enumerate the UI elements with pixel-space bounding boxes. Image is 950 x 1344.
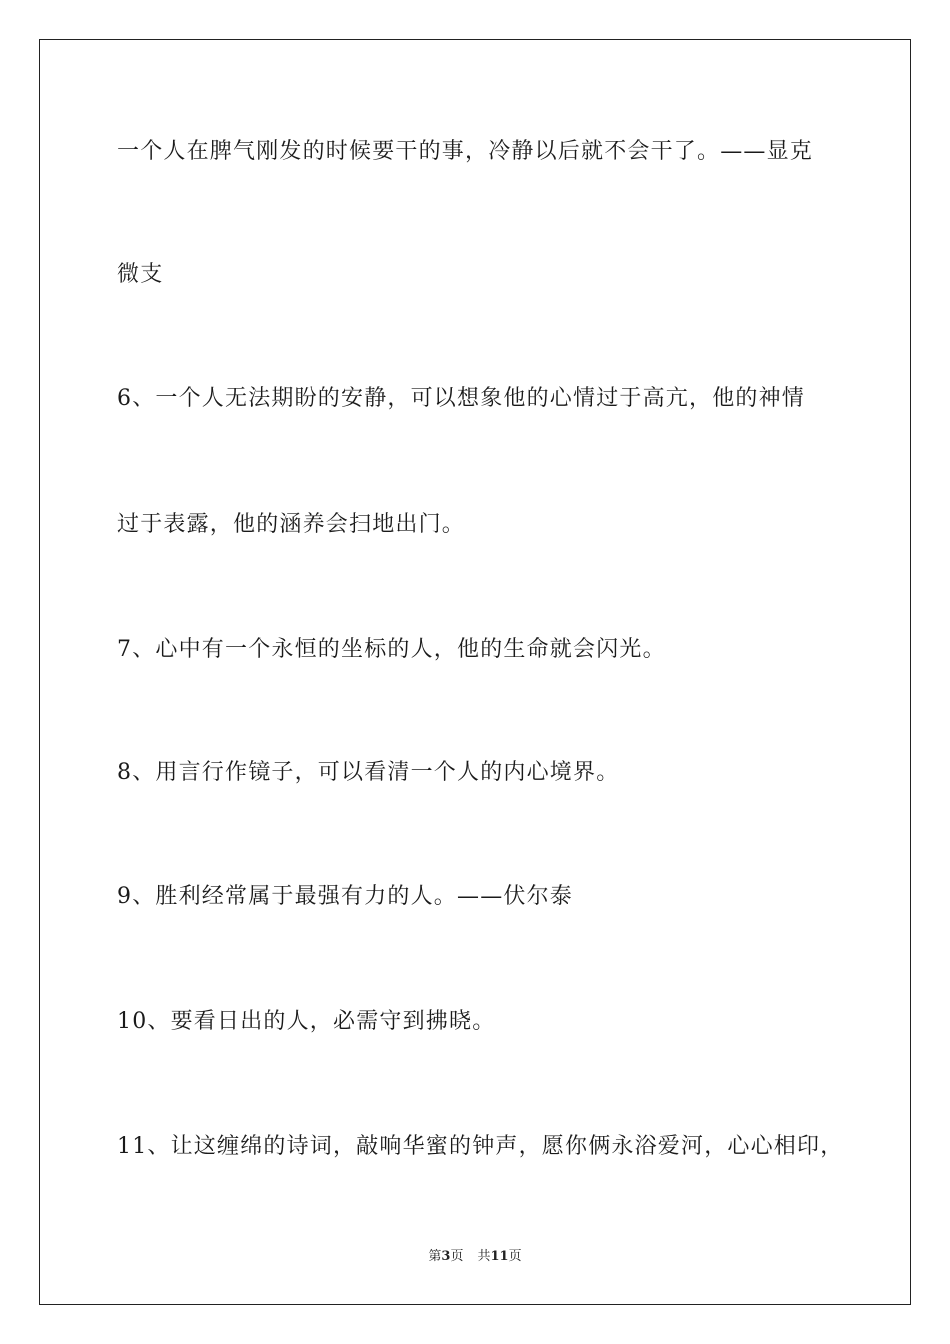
text-line-9: 11、让这缠绵的诗词，敲响华蜜的钟声，愿你俩永浴爱河，心心相印， bbox=[117, 1134, 844, 1159]
page-footer bbox=[0, 1248, 950, 1266]
page-number: 3 bbox=[441, 1249, 451, 1264]
page-suffix: 页 bbox=[450, 1249, 464, 1264]
text-line-3: 6、一个人无法期盼的安静，可以想象他的心情过于高亢，他的神情 bbox=[117, 386, 805, 411]
page-prefix: 第 bbox=[428, 1249, 442, 1264]
total-suffix: 页 bbox=[508, 1249, 522, 1264]
text-line-8: 10、要看日出的人，必需守到拂晓。 bbox=[117, 1009, 496, 1034]
text-line-4: 过于表露，他的涵养会扫地出门。 bbox=[117, 512, 466, 537]
total-pages: 11 bbox=[490, 1249, 509, 1264]
text-line-6: 8、用言行作镜子，可以看清一个人的内心境界。 bbox=[117, 760, 620, 785]
page-border bbox=[39, 39, 911, 1305]
text-line-1: 一个人在脾气刚发的时候要干的事，冷静以后就不会干了。——显克 bbox=[117, 139, 814, 164]
total-prefix: 共 bbox=[477, 1249, 491, 1264]
text-line-5: 7、心中有一个永恒的坐标的人，他的生命就会闪光。 bbox=[117, 637, 666, 662]
text-line-2: 微支 bbox=[117, 262, 164, 287]
text-line-7: 9、胜利经常属于最强有力的人。——伏尔泰 bbox=[117, 884, 573, 909]
